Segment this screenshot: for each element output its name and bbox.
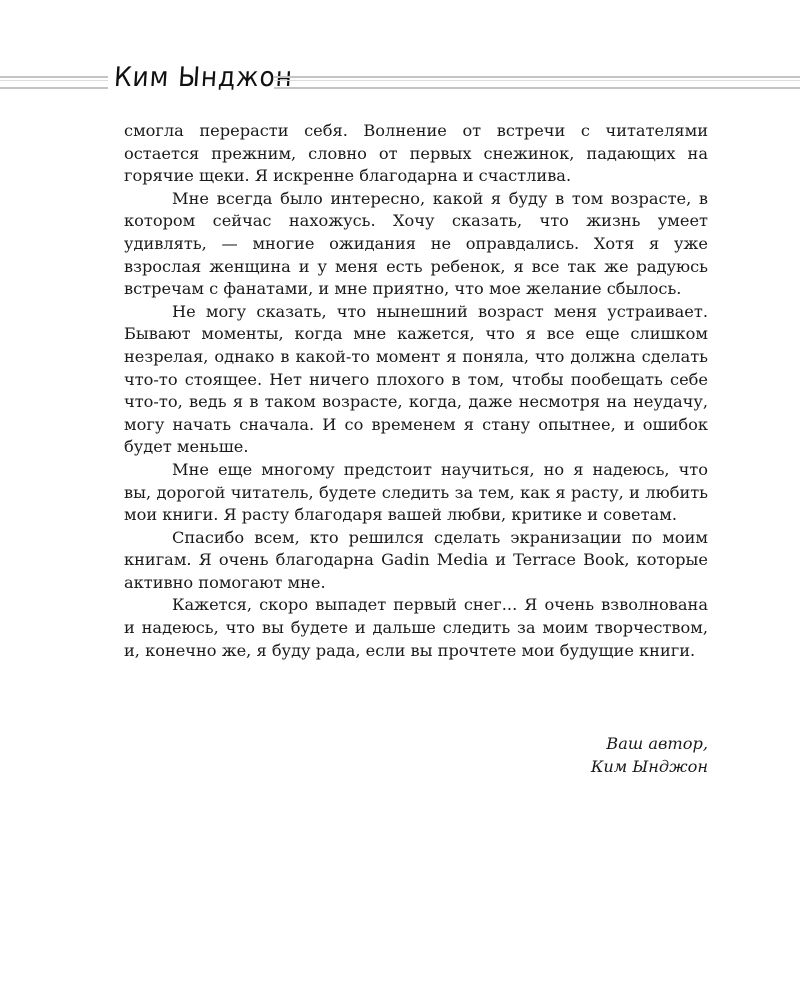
signature-line-2: Ким Ынджон <box>590 756 708 776</box>
signature <box>124 733 708 778</box>
paragraph-5: Спасибо всем, кто решился сделать экранизации по моим книгам. Я очень благодарна Gadin Media и Terrace Book, которые активно помогают мне. <box>124 527 708 592</box>
signature-line-1: Ваш автор, <box>606 734 708 753</box>
header-rule-right <box>274 76 800 89</box>
header-rule-left <box>0 76 108 89</box>
paragraph-1: смогла перерасти себя. Волнение от встречи с читателями остается прежним, словно от первых снежинок, падающих на горячие щеки. Я искренне благодарна и счастлива. <box>124 121 708 186</box>
author-handwritten-mark: Ким Ынджон <box>113 62 294 93</box>
paragraph-2: Мне всегда было интересно, какой я буду в том возрасте, в котором сейчас нахожусь. Хочу сказать, что жизнь умеет удивлять, — многие ожидания не оправдались. Хотя я уже взрослая женщина и у меня есть ребенок, я все так же радуюсь встречам с фанатами, и мне приятно, что мое желание сбылось. <box>124 188 708 299</box>
page-header <box>0 58 800 98</box>
paragraph-3: Не могу сказать, что нынешний возраст меня устраивает. Бывают моменты, когда мне кажется, что я все еще слишком незрелая, однако в какой-то момент я поняла, что должна сделать что-то стоящее. Нет ничего плохого в том, чтобы пообещать себе что-то, ведь я в таком возрасте, когда, даже несмотря на неудачу, могу начать сначала. И со временем я стану опытнее, и ошибок будет меньше. <box>124 301 708 457</box>
body-text <box>124 120 708 662</box>
paragraph-4: Мне еще многому предстоит научиться, но я надеюсь, что вы, дорогой читатель, будете следить за тем, как я расту, и любить мои книги. Я расту благодаря вашей любви, критике и советам. <box>124 459 708 525</box>
paragraph-6: Кажется, скоро выпадет первый снег... Я очень взволнована и надеюсь, что вы будете и дальше следить за моим творчеством, и, конечно же, я буду рада, если вы прочтете мои будущие книги. <box>124 595 708 660</box>
